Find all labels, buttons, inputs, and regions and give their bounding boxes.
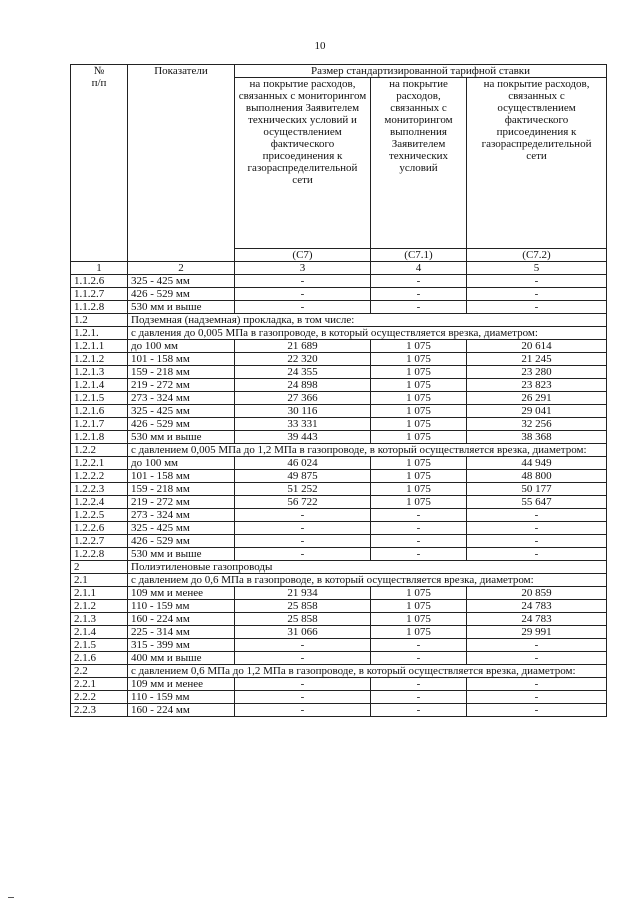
header-indicators: Показатели — [128, 65, 235, 262]
row-label: 325 - 425 мм — [128, 405, 235, 418]
section-label: с давления до 0,005 МПа в газопроводе, в который осуществляется врезка, диаметром: — [128, 327, 607, 340]
table-row — [71, 431, 607, 444]
row-label: 159 - 218 мм — [128, 483, 235, 496]
table-row — [71, 392, 607, 405]
section-label: Подземная (надземная) прокладка, в том числе: — [128, 314, 607, 327]
table-row — [71, 405, 607, 418]
row-number: 1.2.2.7 — [71, 535, 128, 548]
section-row — [71, 561, 607, 574]
table-row — [71, 704, 607, 717]
value-c7: 25 858 — [235, 613, 371, 626]
tariff-table — [70, 64, 607, 717]
value-c7: - — [235, 704, 371, 717]
row-number: 1.2.1.4 — [71, 379, 128, 392]
table-row — [71, 288, 607, 301]
table-body — [71, 275, 607, 717]
index-cell: 3 — [235, 262, 371, 275]
row-number: 1.2.1.3 — [71, 366, 128, 379]
row-number: 1.2.2.1 — [71, 457, 128, 470]
index-cell: 1 — [71, 262, 128, 275]
value-c7: 25 858 — [235, 600, 371, 613]
row-number: 2.1.5 — [71, 639, 128, 652]
table-row — [71, 639, 607, 652]
row-label: 109 мм и менее — [128, 587, 235, 600]
value-c72: - — [467, 275, 607, 288]
table-row — [71, 379, 607, 392]
value-c7: - — [235, 275, 371, 288]
table-row — [71, 548, 607, 561]
value-c72: 26 291 — [467, 392, 607, 405]
row-label: до 100 мм — [128, 340, 235, 353]
section-row — [71, 314, 607, 327]
row-number: 1.2.1. — [71, 327, 128, 340]
table-row — [71, 535, 607, 548]
table-row — [71, 509, 607, 522]
table-row — [71, 457, 607, 470]
row-label: 159 - 218 мм — [128, 366, 235, 379]
row-number: 1.2.2.8 — [71, 548, 128, 561]
value-c72: - — [467, 288, 607, 301]
index-cell: 4 — [371, 262, 467, 275]
value-c71: 1 075 — [371, 626, 467, 639]
value-c71: - — [371, 301, 467, 314]
value-c7: 56 722 — [235, 496, 371, 509]
row-number: 1.2.2.5 — [71, 509, 128, 522]
row-label: 426 - 529 мм — [128, 418, 235, 431]
table-row — [71, 418, 607, 431]
value-c71: - — [371, 522, 467, 535]
header-c72-code: (С7.2) — [467, 249, 607, 262]
row-number: 2.1.3 — [71, 613, 128, 626]
value-c7: - — [235, 678, 371, 691]
value-c7: 39 443 — [235, 431, 371, 444]
value-c71: - — [371, 535, 467, 548]
row-label: 426 - 529 мм — [128, 535, 235, 548]
value-c7: - — [235, 509, 371, 522]
table-row — [71, 522, 607, 535]
value-c72: - — [467, 639, 607, 652]
row-label: 219 - 272 мм — [128, 379, 235, 392]
value-c72: 21 245 — [467, 353, 607, 366]
index-row — [71, 262, 607, 275]
row-number: 2.1.2 — [71, 600, 128, 613]
section-row — [71, 327, 607, 340]
header-c71-code: (С7.1) — [371, 249, 467, 262]
row-label: 101 - 158 мм — [128, 470, 235, 483]
row-label: 325 - 425 мм — [128, 522, 235, 535]
table-row — [71, 340, 607, 353]
value-c71: 1 075 — [371, 470, 467, 483]
section-label: с давлением 0,005 МПа до 1,2 МПа в газопроводе, в который осуществляется врезка, диаметром: — [128, 444, 607, 457]
section-row — [71, 574, 607, 587]
table-row — [71, 275, 607, 288]
row-number: 2.2.3 — [71, 704, 128, 717]
row-label: 273 - 324 мм — [128, 509, 235, 522]
row-label: 273 - 324 мм — [128, 392, 235, 405]
value-c71: 1 075 — [371, 340, 467, 353]
value-c71: 1 075 — [371, 392, 467, 405]
value-c7: 31 066 — [235, 626, 371, 639]
value-c71: 1 075 — [371, 379, 467, 392]
table-row — [71, 353, 607, 366]
value-c71: 1 075 — [371, 600, 467, 613]
row-number: 1.1.2.6 — [71, 275, 128, 288]
value-c72: 20 614 — [467, 340, 607, 353]
table-row — [71, 301, 607, 314]
value-c72: 32 256 — [467, 418, 607, 431]
row-number: 1.2.1.5 — [71, 392, 128, 405]
value-c72: 23 823 — [467, 379, 607, 392]
value-c72: 55 647 — [467, 496, 607, 509]
section-row — [71, 665, 607, 678]
row-label: 219 - 272 мм — [128, 496, 235, 509]
value-c72: 23 280 — [467, 366, 607, 379]
row-label: 160 - 224 мм — [128, 704, 235, 717]
index-cell: 5 — [467, 262, 607, 275]
value-c72: 44 949 — [467, 457, 607, 470]
value-c72: - — [467, 678, 607, 691]
margin-mark — [8, 897, 14, 898]
value-c71: - — [371, 639, 467, 652]
row-label: 400 мм и выше — [128, 652, 235, 665]
row-number: 1.1.2.7 — [71, 288, 128, 301]
row-number: 1.2.2.4 — [71, 496, 128, 509]
row-number: 2.1.6 — [71, 652, 128, 665]
row-number: 2.1.4 — [71, 626, 128, 639]
row-number: 1.2.1.8 — [71, 431, 128, 444]
header-c7-code: (С7) — [235, 249, 371, 262]
value-c7: 27 366 — [235, 392, 371, 405]
row-number: 1.2.2.3 — [71, 483, 128, 496]
value-c7: - — [235, 691, 371, 704]
value-c7: - — [235, 535, 371, 548]
value-c7: 46 024 — [235, 457, 371, 470]
value-c71: - — [371, 548, 467, 561]
section-label: с давлением 0,6 МПа до 1,2 МПа в газопроводе, в который осуществляется врезка, диаметром: — [128, 665, 607, 678]
row-number: 1.2.1.6 — [71, 405, 128, 418]
value-c71: - — [371, 275, 467, 288]
table-row — [71, 613, 607, 626]
value-c72: 50 177 — [467, 483, 607, 496]
value-c7: 30 116 — [235, 405, 371, 418]
header-num-label: № п/п — [91, 65, 107, 89]
value-c71: 1 075 — [371, 405, 467, 418]
value-c72: - — [467, 691, 607, 704]
table-header — [71, 65, 607, 275]
row-number: 1.2 — [71, 314, 128, 327]
value-c72: 24 783 — [467, 613, 607, 626]
value-c71: 1 075 — [371, 457, 467, 470]
row-label: 315 - 399 мм — [128, 639, 235, 652]
header-c72-desc: на покрытие расходов, связанных с осуществлением фактического присоединения к газораспределительной сети — [467, 78, 607, 249]
value-c71: - — [371, 678, 467, 691]
row-label: 426 - 529 мм — [128, 288, 235, 301]
value-c7: 24 355 — [235, 366, 371, 379]
table-row — [71, 678, 607, 691]
table-row — [71, 483, 607, 496]
table-row — [71, 600, 607, 613]
value-c72: 20 859 — [467, 587, 607, 600]
row-label: 101 - 158 мм — [128, 353, 235, 366]
value-c7: - — [235, 522, 371, 535]
row-number: 2.2 — [71, 665, 128, 678]
value-c7: 22 320 — [235, 353, 371, 366]
value-c71: - — [371, 691, 467, 704]
header-c71-desc: на покрытие расходов, связанных с мониторингом выполнения Заявителем технических условий — [371, 78, 467, 249]
value-c72: - — [467, 522, 607, 535]
section-label: с давлением до 0,6 МПа в газопроводе, в который осуществляется врезка, диаметром: — [128, 574, 607, 587]
value-c72: - — [467, 548, 607, 561]
value-c7: 21 934 — [235, 587, 371, 600]
row-label: 530 мм и выше — [128, 548, 235, 561]
value-c7: 33 331 — [235, 418, 371, 431]
value-c71: 1 075 — [371, 431, 467, 444]
value-c72: 38 368 — [467, 431, 607, 444]
value-c71: 1 075 — [371, 587, 467, 600]
index-cell: 2 — [128, 262, 235, 275]
row-number: 1.1.2.8 — [71, 301, 128, 314]
value-c71: 1 075 — [371, 483, 467, 496]
value-c72: 29 991 — [467, 626, 607, 639]
value-c72: 29 041 — [467, 405, 607, 418]
row-number: 1.2.1.1 — [71, 340, 128, 353]
section-row — [71, 444, 607, 457]
value-c7: - — [235, 301, 371, 314]
row-number: 1.2.1.2 — [71, 353, 128, 366]
row-number: 2.2.1 — [71, 678, 128, 691]
row-number: 1.2.1.7 — [71, 418, 128, 431]
value-c71: 1 075 — [371, 418, 467, 431]
row-label: 110 - 159 мм — [128, 600, 235, 613]
table-row — [71, 626, 607, 639]
value-c7: - — [235, 652, 371, 665]
table-row — [71, 652, 607, 665]
header-c7-desc: на покрытие расходов, связанных с мониторингом выполнения Заявителем технических условий и осуществлением фактического присоединения к газораспределительной сети — [235, 78, 371, 249]
row-number: 2.2.2 — [71, 691, 128, 704]
value-c72: 24 783 — [467, 600, 607, 613]
table-row — [71, 496, 607, 509]
table-row — [71, 366, 607, 379]
row-label: до 100 мм — [128, 457, 235, 470]
row-label: 110 - 159 мм — [128, 691, 235, 704]
value-c7: - — [235, 548, 371, 561]
value-c71: 1 075 — [371, 366, 467, 379]
section-label: Полиэтиленовые газопроводы — [128, 561, 607, 574]
value-c71: 1 075 — [371, 496, 467, 509]
value-c7: 24 898 — [235, 379, 371, 392]
row-label: 325 - 425 мм — [128, 275, 235, 288]
row-label: 530 мм и выше — [128, 301, 235, 314]
value-c71: 1 075 — [371, 353, 467, 366]
value-c72: - — [467, 535, 607, 548]
value-c7: 21 689 — [235, 340, 371, 353]
value-c7: - — [235, 639, 371, 652]
row-label: 109 мм и менее — [128, 678, 235, 691]
row-label: 160 - 224 мм — [128, 613, 235, 626]
value-c72: - — [467, 652, 607, 665]
row-label: 530 мм и выше — [128, 431, 235, 444]
value-c71: - — [371, 509, 467, 522]
row-number: 1.2.2.2 — [71, 470, 128, 483]
row-number: 1.2.2.6 — [71, 522, 128, 535]
value-c71: - — [371, 288, 467, 301]
value-c71: 1 075 — [371, 613, 467, 626]
row-label: 225 - 314 мм — [128, 626, 235, 639]
table-row — [71, 691, 607, 704]
value-c72: - — [467, 509, 607, 522]
value-c71: - — [371, 652, 467, 665]
row-number: 1.2.2 — [71, 444, 128, 457]
table-row — [71, 587, 607, 600]
page-number: 10 — [314, 40, 326, 52]
header-group: Размер стандартизированной тарифной ставки — [235, 65, 607, 78]
value-c7: 49 875 — [235, 470, 371, 483]
value-c7: 51 252 — [235, 483, 371, 496]
value-c72: - — [467, 704, 607, 717]
row-number: 2 — [71, 561, 128, 574]
value-c72: 48 800 — [467, 470, 607, 483]
value-c72: - — [467, 301, 607, 314]
value-c71: - — [371, 704, 467, 717]
row-number: 2.1.1 — [71, 587, 128, 600]
row-number: 2.1 — [71, 574, 128, 587]
value-c7: - — [235, 288, 371, 301]
header-num — [71, 65, 128, 262]
table-row — [71, 470, 607, 483]
